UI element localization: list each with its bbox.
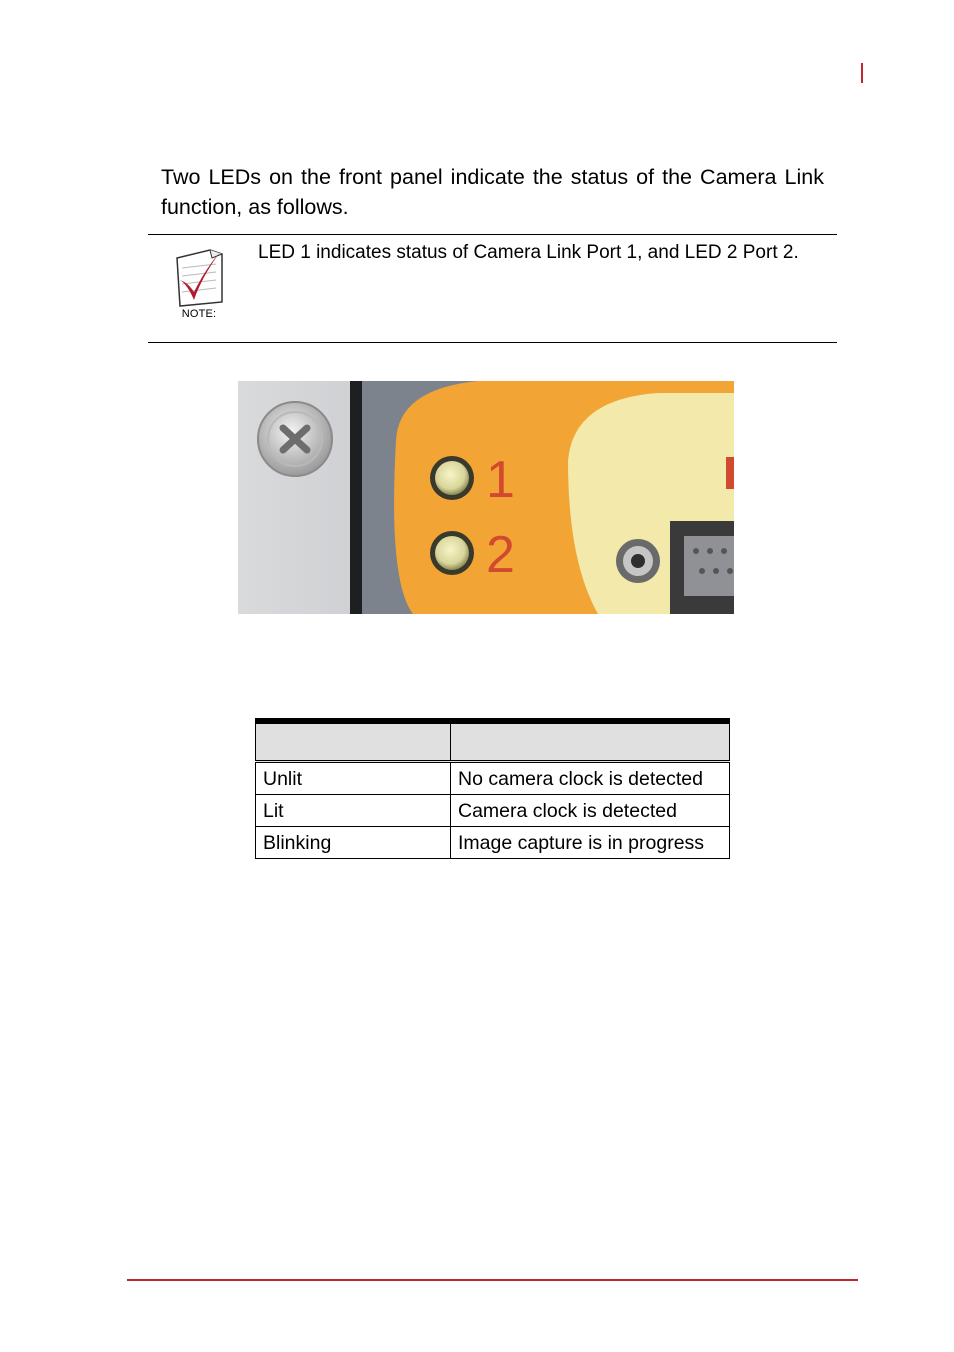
note-top-rule (148, 234, 837, 235)
table-header-cell (256, 721, 451, 762)
intro-paragraph: Two LEDs on the front panel indicate the status of the Camera Link function, as follows. (161, 165, 824, 219)
led-2-label: 2 (486, 526, 515, 584)
table-header-row (256, 721, 730, 762)
table-row (256, 762, 730, 795)
table-row (256, 795, 730, 827)
table-header-cell (451, 721, 730, 762)
led-1-label: 1 (486, 451, 515, 509)
note-label: NOTE: (181, 308, 217, 320)
led-description-cell: No camera clock is detected (451, 762, 730, 795)
front-panel-led-photo (238, 381, 734, 614)
led-state-cell: Blinking (256, 827, 451, 859)
led-status-table (255, 718, 730, 859)
led-state-cell: Lit (256, 795, 451, 827)
led-description-cell: Camera clock is detected (451, 795, 730, 827)
note-bottom-rule (148, 342, 837, 343)
header-marker (861, 63, 863, 83)
table-row (256, 827, 730, 859)
note-text: LED 1 indicates status of Camera Link Port 1, and LED 2 Port 2. (258, 242, 799, 263)
led-description-cell: Image capture is in progress (451, 827, 730, 859)
footer-rule (127, 1279, 858, 1281)
led-state-cell: Unlit (256, 762, 451, 795)
